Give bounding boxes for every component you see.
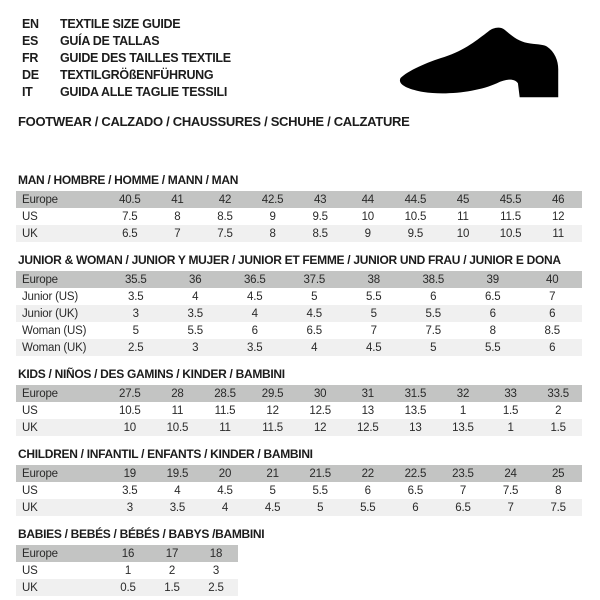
size-value-cell: 23.5 [439,465,487,482]
size-value-cell: 33.5 [534,385,582,402]
size-value-cell: 10.5 [392,208,440,225]
size-table-row [16,191,582,208]
row-label: UK [16,419,106,436]
row-label: US [16,208,106,225]
size-table-row [16,545,238,562]
size-value-cell: 40 [523,271,583,288]
size-table-block [16,527,584,596]
size-value-cell: 5.5 [296,482,344,499]
row-label: US [16,402,106,419]
size-value-cell: 45 [439,191,487,208]
size-value-cell: 5 [285,288,345,305]
size-value-cell: 7 [439,482,487,499]
size-value-cell: 8.5 [523,322,583,339]
size-table-row [16,339,582,356]
size-value-cell: 11.5 [487,208,535,225]
size-value-cell: 13 [344,402,392,419]
size-value-cell: 39 [463,271,523,288]
size-value-cell: 21.5 [296,465,344,482]
size-value-cell: 22.5 [392,465,440,482]
row-label: Europe [16,465,106,482]
size-value-cell: 9.5 [392,225,440,242]
size-value-cell: 7.5 [201,225,249,242]
size-value-cell: 3.5 [154,499,202,516]
size-value-cell: 12 [296,419,344,436]
size-value-cell: 30 [296,385,344,402]
row-label: US [16,482,106,499]
size-value-cell: 3.5 [106,482,154,499]
size-value-cell: 11.5 [201,402,249,419]
language-label: TEXTILGRÖßENFÜHRUNG [60,68,214,82]
size-value-cell: 7.5 [106,208,154,225]
size-value-cell: 6 [523,339,583,356]
dress-shoe-icon [390,20,574,108]
size-value-cell: 19.5 [154,465,202,482]
size-value-cell: 1.5 [487,402,535,419]
size-value-cell: 8 [249,225,297,242]
size-value-cell: 38 [344,271,404,288]
row-label: UK [16,499,106,516]
size-table-block [16,173,584,242]
language-label: GUIDA ALLE TAGLIE TESSILI [60,85,228,99]
size-table-row [16,208,582,225]
size-value-cell: 6 [344,482,392,499]
size-value-cell: 11 [439,208,487,225]
row-label: Junior (US) [16,288,106,305]
size-value-cell: 45.5 [487,191,535,208]
size-value-cell: 6 [404,288,464,305]
size-value-cell: 42 [201,191,249,208]
size-value-cell: 11 [154,402,202,419]
size-value-cell: 4.5 [249,499,297,516]
size-value-cell: 12 [534,208,582,225]
size-value-cell: 1 [106,562,150,579]
size-value-cell: 5.5 [404,305,464,322]
size-value-cell: 5.5 [463,339,523,356]
size-table-row [16,402,582,419]
size-value-cell: 16 [106,545,150,562]
size-value-cell: 8.5 [296,225,344,242]
size-value-cell: 24 [487,465,535,482]
language-code: IT [22,85,33,99]
size-value-cell: 2 [150,562,194,579]
language-code: ES [22,34,39,48]
size-value-cell: 8 [463,322,523,339]
size-value-cell: 4 [225,305,285,322]
size-value-cell: 6 [392,499,440,516]
size-value-cell: 28 [154,385,202,402]
size-value-cell: 7.5 [534,499,582,516]
size-value-cell: 9 [249,208,297,225]
size-table [16,465,582,516]
size-value-cell: 1 [439,402,487,419]
size-value-cell: 5 [106,322,166,339]
size-value-cell: 10.5 [154,419,202,436]
size-value-cell: 2.5 [194,579,238,596]
size-value-cell: 10 [439,225,487,242]
size-value-cell: 6 [225,322,285,339]
size-value-cell: 27.5 [106,385,154,402]
size-table [16,271,582,356]
size-value-cell: 5 [404,339,464,356]
size-value-cell: 20 [201,465,249,482]
size-value-cell: 6.5 [392,482,440,499]
size-value-cell: 2.5 [106,339,166,356]
size-value-cell: 41 [154,191,202,208]
size-value-cell: 13.5 [392,402,440,419]
size-value-cell: 1 [487,419,535,436]
tables-section [16,173,584,596]
size-value-cell: 13 [392,419,440,436]
size-value-cell: 9 [344,225,392,242]
size-value-cell: 1.5 [534,419,582,436]
size-value-cell: 28.5 [201,385,249,402]
size-value-cell: 4.5 [344,339,404,356]
size-value-cell: 29.5 [249,385,297,402]
size-table-row [16,305,582,322]
size-value-cell: 36 [166,271,226,288]
size-value-cell: 10.5 [106,402,154,419]
size-table-title: CHILDREN / INFANTIL / ENFANTS / KINDER / BAMBINI [18,447,313,461]
size-value-cell: 4 [166,288,226,305]
category-title: FOOTWEAR / CALZADO / CHAUSSURES / SCHUHE / CALZATURE [18,114,410,129]
language-label: TEXTILE SIZE GUIDE [60,17,181,31]
size-value-cell: 5 [296,499,344,516]
size-table-title: MAN / HOMBRE / HOMME / MANN / MAN [18,173,239,187]
size-value-cell: 3 [106,499,154,516]
size-table-row [16,225,582,242]
size-value-cell: 40.5 [106,191,154,208]
row-label: Europe [16,191,106,208]
size-table-block [16,253,584,356]
size-value-cell: 8.5 [201,208,249,225]
language-code: FR [22,51,39,65]
size-value-cell: 25 [534,465,582,482]
language-label: GUÍA DE TALLAS [60,34,160,48]
row-label: UK [16,225,106,242]
row-label: US [16,562,106,579]
size-value-cell: 13.5 [439,419,487,436]
size-table-row [16,419,582,436]
size-value-cell: 37.5 [285,271,345,288]
size-value-cell: 18 [194,545,238,562]
size-value-cell: 5.5 [344,288,404,305]
size-table [16,545,238,596]
size-value-cell: 5 [344,305,404,322]
size-value-cell: 6.5 [463,288,523,305]
size-table-row [16,562,238,579]
size-value-cell: 7 [487,499,535,516]
size-value-cell: 11 [201,419,249,436]
size-value-cell: 1.5 [150,579,194,596]
size-value-cell: 3 [106,305,166,322]
size-value-cell: 3 [194,562,238,579]
size-table-title: JUNIOR & WOMAN / JUNIOR Y MUJER / JUNIOR ET FEMME / JUNIOR UND FRAU / JUNIOR E DONA [18,253,561,267]
size-value-cell: 6.5 [106,225,154,242]
size-value-cell: 33 [487,385,535,402]
size-table-block [16,367,584,436]
size-value-cell: 36.5 [225,271,285,288]
size-value-cell: 10 [106,419,154,436]
size-value-cell: 3.5 [106,288,166,305]
size-value-cell: 6 [523,305,583,322]
size-value-cell: 11.5 [249,419,297,436]
row-label: Europe [16,545,106,562]
size-value-cell: 3.5 [166,305,226,322]
size-table-title: KIDS / NIÑOS / DES GAMINS / KINDER / BAMBINI [18,367,285,381]
size-value-cell: 9.5 [296,208,344,225]
size-value-cell: 31 [344,385,392,402]
size-value-cell: 12 [249,402,297,419]
size-value-cell: 4 [285,339,345,356]
size-table [16,191,582,242]
row-label: Europe [16,271,106,288]
size-value-cell: 12.5 [344,419,392,436]
row-label: Woman (UK) [16,339,106,356]
size-value-cell: 7 [154,225,202,242]
row-label: Junior (UK) [16,305,106,322]
size-value-cell: 43 [296,191,344,208]
size-value-cell: 4 [154,482,202,499]
size-value-cell: 7 [523,288,583,305]
size-value-cell: 5.5 [166,322,226,339]
size-value-cell: 32 [439,385,487,402]
size-value-cell: 2 [534,402,582,419]
size-value-cell: 35.5 [106,271,166,288]
row-label: Europe [16,385,106,402]
row-label: Woman (US) [16,322,106,339]
size-table-row [16,499,582,516]
size-value-cell: 44 [344,191,392,208]
size-table-row [16,482,582,499]
size-value-cell: 21 [249,465,297,482]
size-value-cell: 7.5 [404,322,464,339]
size-value-cell: 31.5 [392,385,440,402]
size-value-cell: 17 [150,545,194,562]
language-code: EN [22,17,39,31]
size-value-cell: 8 [534,482,582,499]
size-value-cell: 6.5 [439,499,487,516]
size-value-cell: 4.5 [201,482,249,499]
size-value-cell: 5 [249,482,297,499]
size-value-cell: 22 [344,465,392,482]
size-value-cell: 4 [201,499,249,516]
size-table-row [16,271,582,288]
size-value-cell: 11 [534,225,582,242]
size-value-cell: 10.5 [487,225,535,242]
size-table-title: BABIES / BEBÉS / BÉBÉS / BABYS /BAMBINI [18,527,265,541]
size-value-cell: 46 [534,191,582,208]
size-value-cell: 38.5 [404,271,464,288]
size-value-cell: 10 [344,208,392,225]
size-table-block [16,447,584,516]
row-label: UK [16,579,106,596]
size-table-row [16,385,582,402]
size-value-cell: 7 [344,322,404,339]
size-value-cell: 12.5 [296,402,344,419]
size-table-row [16,322,582,339]
size-value-cell: 0.5 [106,579,150,596]
size-value-cell: 42.5 [249,191,297,208]
size-value-cell: 44.5 [392,191,440,208]
size-value-cell: 7.5 [487,482,535,499]
size-value-cell: 4.5 [285,305,345,322]
language-label: GUIDE DES TAILLES TEXTILE [60,51,231,65]
size-value-cell: 3 [166,339,226,356]
size-table-row [16,579,238,596]
size-value-cell: 6.5 [285,322,345,339]
size-value-cell: 6 [463,305,523,322]
size-table-row [16,465,582,482]
size-value-cell: 8 [154,208,202,225]
language-code: DE [22,68,39,82]
size-value-cell: 3.5 [225,339,285,356]
size-value-cell: 4.5 [225,288,285,305]
document-header [16,14,584,102]
size-value-cell: 5.5 [344,499,392,516]
size-table-row [16,288,582,305]
size-value-cell: 19 [106,465,154,482]
size-table [16,385,582,436]
